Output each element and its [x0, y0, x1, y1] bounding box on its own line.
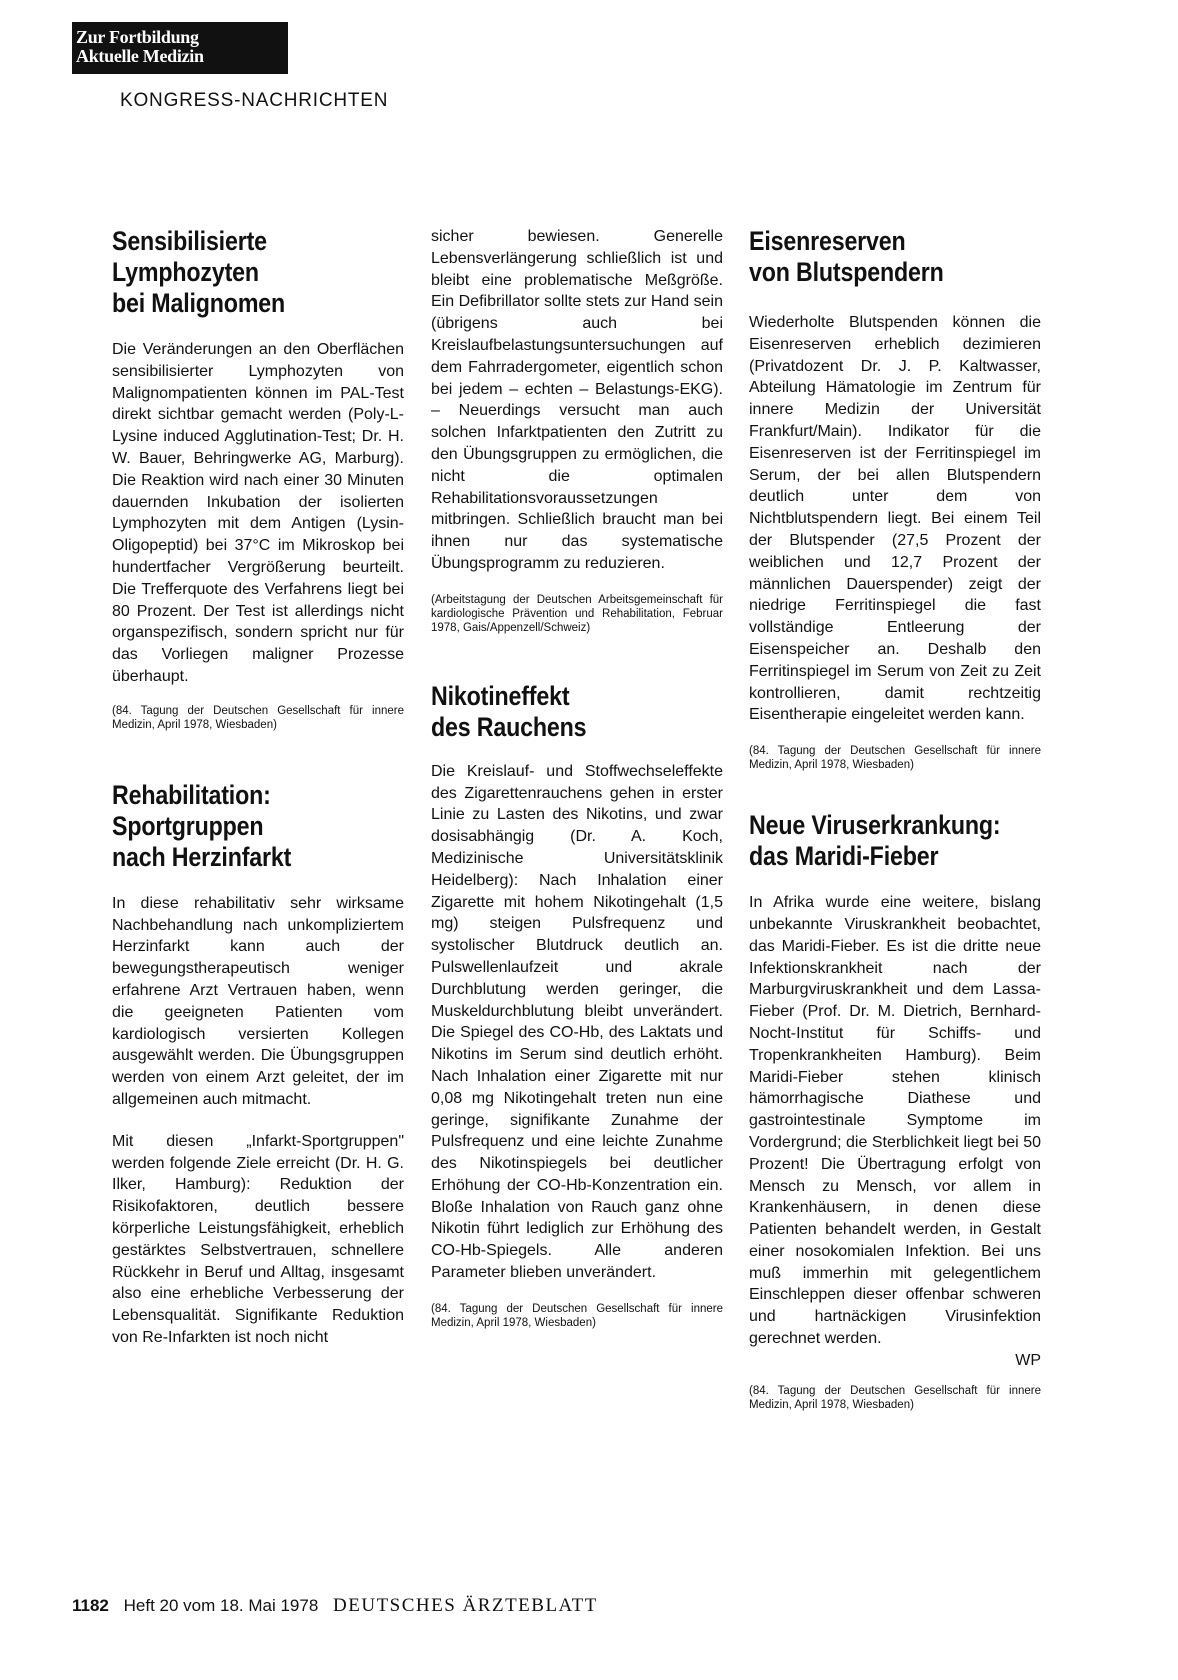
title-line: des Rauchens: [431, 711, 587, 742]
article-signature: WP: [1015, 1351, 1041, 1369]
journal-name: DEUTSCHES ÄRZTEBLATT: [333, 1595, 598, 1616]
article-signature-row: [749, 1350, 1041, 1372]
section-tag: [72, 22, 288, 74]
title-line: nach Herzinfarkt: [112, 841, 292, 872]
article-source-rehabilitation: (Arbeitstagung der Deutschen Arbeitsgemeinschaft für kardiologische Prävention und Rehabilitation, Februar 1978, Gais/Appenzell/Schweiz): [431, 593, 723, 634]
page-number: 1182: [72, 1596, 109, 1615]
title-line: Nikotineffekt: [431, 680, 570, 711]
article-title-maridi: [749, 810, 1000, 872]
article-body-maridi-text: In Afrika wurde eine weitere, bislang unbekannte Viruskrankheit beobachtet, das Maridi-Fieber. Es ist die dritte neue Infektionskrankheit nach der Marburgviruskrankheit und dem Lassa-Fieber (Prof. Dr. M. Dietrich, Bernhard-Nocht-Institut für Schiffs- und Tropenkrankheiten Hamburg). Beim Maridi-Fieber stehen klinisch hämorrhagische Diathese und gastrointestinale Symptome im Vordergrund; die Sterblichkeit liegt bei 50 Prozent! Die Übertragung erfolgt von Mensch zu Mensch, vor allem in Krankenhäusern, in denen diese Patienten behandelt werden, in Gestalt einer nosokomialen Infektion. Bei uns muß immerhin mit gelegentlichem Einschleppen dieser offenbar schweren und hartnäckigen Virusinfektion gerechnet werden.: [749, 894, 1041, 1348]
title-line: Sportgruppen: [112, 810, 264, 841]
article-body-lymphozyten: Die Veränderungen an den Oberflächen sensibilisierter Lymphozyten von Malignompatienten können im PAL-Test direkt sichtbar gemacht werden (Poly-L-Lysine induced Agglutination-Test; Dr. H. W. Bauer, Behringwerke AG, Marburg). Die Reaktion wird nach einer 30 Minuten dauernden Inkubation der isolierten Lymphozyten mit dem Antigen (Lysin-Oligopeptid) bei 37°C im Mikroskop bei hundertfacher Vergrößerung beurteilt. Die Trefferquote des Verfahrens liegt bei 80 Prozent. Der Test ist allerdings nicht organspezifisch, sondern spricht nur für das Vorliegen maligner Prozesse überhaupt.: [112, 341, 404, 685]
article-body-maridi: [749, 892, 1041, 1350]
title-line: von Blutspendern: [749, 257, 944, 287]
article-body-nikotin: Die Kreislauf- und Stoffwechseleffekte des Zigarettenrauchens gehen in erster Linie zu Lasten des Nikotins, und zwar dosisabhängig (Dr. A. Koch, Medizinische Universitätsklinik Heidelberg): Nach Inhalation einer Zigarette mit hohem Nikotingehalt (1,5 mg) steigen Pulsfrequenz und systolischer Blutdruck deutlich an. Pulswellenlaufzeit und akrale Durchblutung werden geringer, die Muskeldurchblutung bleibt unverändert. Die Spiegel des CO-Hb, des Laktats und Nikotins im Serum sind deutlich erhöht. Nach Inhalation einer Zigarette mit nur 0,08 mg Nikotingehalt treten nun eine geringe, signifikante Zunahme der Pulsfrequenz und eine leichte Zunahme des Nikotinspiegels bei deutlicher Erhöhung der CO-Hb-Konzentration ein. Bloße Inhalation von Rauch ganz ohne Nikotin führt lediglich zur Erhöhung des CO-Hb-Spiegels. Alle anderen Parameter blieben unverändert.: [431, 762, 723, 1282]
title-line: Neue Viruserkrankung:: [749, 810, 1001, 841]
article-title-rehabilitation: [112, 780, 363, 873]
page-footer: [72, 1595, 598, 1617]
article-source-lymphozyten: (84. Tagung der Deutschen Gesellschaft für innere Medizin, April 1978, Wiesbaden): [112, 704, 404, 731]
article-body-rehabilitation-1: In diese rehabilitativ sehr wirksame Nachbehandlung nach unkompliziertem Herzinfarkt kann auch der bewegungstherapeutisch weniger erfahrene Arzt Vertrauen haben, wenn die geeigneten Patienten vom kardiologisch versierten Kollegen ausgewählt werden. Die Übungsgruppen werden von einem Arzt geleitet, der im allgemeinen auch mitmacht.: [112, 894, 404, 1108]
title-line: bei Malignomen: [112, 288, 286, 318]
issue-info: Heft 20 vom 18. Mai 1978: [123, 1596, 319, 1615]
article-body-rehabilitation-2: Mit diesen „Infarkt-Sportgruppen" werden folgende Ziele erreicht (Dr. H. G. Ilker, Hamburg): Reduktion der Risikofaktoren, deutlich bessere körperliche Leistungsfähigkeit, erheblich gestärktes Selbstvertrauen, schnellere Rückkehr in Beruf und Alltag, insgesamt also eine erhebliche Verbesserung der Lebensqualität. Signifikante Reduktion von Re-Infarkten ist noch nicht: [112, 1132, 404, 1346]
column-3: [749, 226, 1041, 1412]
article-title-nikotin: [431, 681, 682, 743]
title-line: das Maridi-Fieber: [749, 841, 939, 872]
article-source-maridi: (84. Tagung der Deutschen Gesellschaft für innere Medizin, April 1978, Wiesbaden): [749, 1384, 1041, 1411]
section-heading: KONGRESS-NACHRICHTEN: [120, 90, 389, 111]
column-2: [431, 226, 723, 1330]
article-title-lymphozyten: [112, 226, 363, 319]
article-source-eisenreserven: (84. Tagung der Deutschen Gesellschaft für innere Medizin, April 1978, Wiesbaden): [749, 745, 1041, 772]
article-body-eisenreserven: Wiederholte Blutspenden können die Eisenreserven erheblich dezimieren (Privatdozent Dr. J. P. Kaltwasser, Abteilung Hämatologie im Zentrum für innere Medizin der Universität Frankfurt/Main). Indikator für die Eisenreserven ist der Ferritinspiegel im Serum, der bei allen Blutspendern deutlich unter dem von Nichtblutspendern liegt. Bei einem Teil der Blutspender (27,5 Prozent der weiblichen und 12,7 Prozent der männlichen Dauerspender) zeigt der niedrige Ferritinspiegel die fast vollständige Entleerung der Eisenspeicher an. Deshalb den Ferritinspiegel im Serum von Zeit zu Zeit kontrollieren, damit rechtzeitig Eisentherapie eingeleitet werden kann.: [749, 314, 1041, 724]
section-tag-line1: Zur Fortbildung: [76, 27, 199, 47]
title-line: Eisenreserven: [749, 226, 906, 256]
section-tag-line2: Aktuelle Medizin: [76, 46, 204, 66]
article-source-nikotin: (84. Tagung der Deutschen Gesellschaft für innere Medizin, April 1978, Wiesbaden): [431, 1302, 723, 1329]
title-line: Lymphozyten: [112, 257, 259, 287]
column-1: [112, 226, 404, 1349]
article-title-eisenreserven: [749, 226, 1000, 288]
article-body-rehabilitation-cont: sicher bewiesen. Generelle Lebensverlängerung schließlich ist und bleibt eine problematische Meßgröße. Ein Defibrillator sollte stets zur Hand sein (übrigens auch bei Kreislaufbelastungsuntersuchungen auf dem Fahrradergometer, eigentlich schon bei jedem – echten – Belastungs-EKG). – Neuerdings versucht man auch solchen Infarktpatienten den Zutritt zu den Übungsgruppen zu ermöglichen, die nicht die optimalen Rehabilitationsvoraussetzungen mitbringen. Schließlich braucht man bei ihnen nur das systematische Übungsprogramm zu reduzieren.: [431, 228, 723, 572]
title-line: Sensibilisierte: [112, 226, 267, 256]
title-line: Rehabilitation:: [112, 779, 271, 810]
